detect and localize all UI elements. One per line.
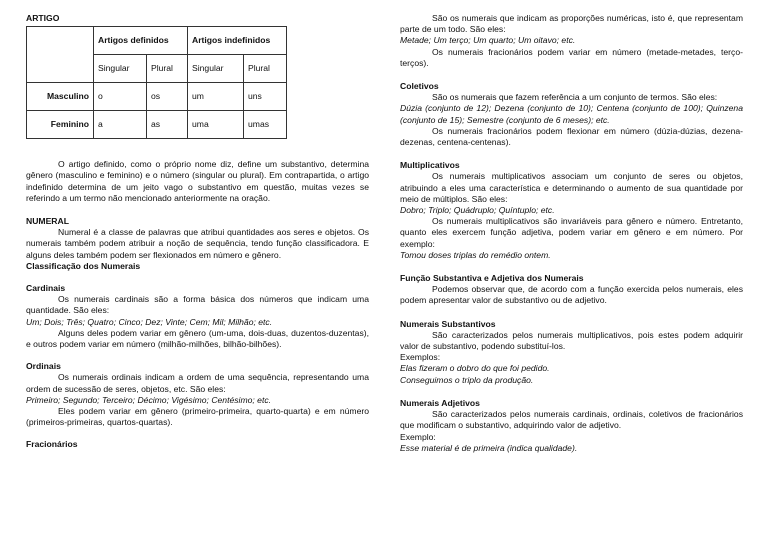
multiplicativos-paragraph-2: Os numerais multiplicativos são invariáveis para gênero e número. Entretanto, quanto eles exercem função adjetiva, podem variar em gênero e em número. Por exemplo:	[400, 216, 743, 249]
table-row	[27, 111, 287, 139]
substantivos-heading: Numerais Substantivos	[400, 318, 496, 329]
table-cell: uns	[244, 83, 287, 111]
artigo-heading: ARTIGO	[26, 13, 60, 23]
cardinais-heading: Cardinais	[26, 283, 66, 294]
adjetivos-paragraph: São caracterizados pelos numerais cardinais, ordinais, coletivos de fracionários que modificam o substantivo, adquirindo valor de adjetivo.	[400, 409, 743, 431]
fracionarios-paragraph-2: Os numerais fracionários podem variar em número (metade-metades, terço-terços).	[400, 46, 743, 68]
ordinais-examples: Primeiro; Segundo; Terceiro; Décimo; Vigésimo; Centésimo; etc.	[26, 394, 272, 405]
table-corner-cell	[27, 27, 94, 83]
substantivos-label: Exemplos:	[400, 352, 441, 363]
funcao-heading: Função Substantiva e Adjetiva dos Numerais	[400, 273, 584, 284]
right-column	[400, 13, 743, 454]
adjetivos-example-1: Esse material é de primeira (indica qualidade).	[400, 442, 578, 453]
table-cell: umas	[244, 111, 287, 139]
multiplicativos-paragraph: Os numerais multiplicativos associam um conjunto de seres ou objetos, atribuindo a eles uma característica e determinando o aumento de sua quantidade por meio de múltiplos. São eles:	[400, 171, 743, 204]
cardinais-paragraph: Os numerais cardinais são a forma básica dos números que indicam uma quantidade. São eles:	[26, 294, 369, 316]
table-row	[27, 27, 287, 55]
artigo-paragraph: O artigo definido, como o próprio nome diz, define um substantivo, determina gênero (masculino e feminino) e o número (singular ou plural). Em contrapartida, o artigo indefinido determina de um jeito vago o substantivo em questão, muitas vezes se referindo a um termo não mencionado anteriormente na oração.	[26, 159, 369, 203]
table-subheader-cell: Singular	[94, 55, 147, 83]
table-cell: as	[147, 111, 188, 139]
table-cell: um	[188, 83, 244, 111]
cardinais-examples: Um; Dois; Três; Quatro; Cinco; Dez; Vinte; Cem; Mil; Milhão; etc.	[26, 316, 273, 327]
substantivos-example-2: Conseguimos o triplo da produção.	[400, 374, 534, 385]
cardinais-paragraph-2: Alguns deles podem variar em gênero (um-uma, dois-duas, duzentos-duzentas), e outros podem variar em número (milhão-milhões, bilhão-bilhões).	[26, 327, 369, 350]
adjetivos-label: Exemplo:	[400, 431, 436, 442]
table-subheader-cell: Plural	[147, 55, 188, 83]
ordinais-paragraph: Os numerais ordinais indicam a ordem de uma sequência, representando uma ordem de sucessão de seres, objetos, etc. São eles:	[26, 372, 369, 394]
multiplicativos-example-sentence: Tomou doses triplas do remédio ontem.	[400, 249, 551, 260]
left-column	[26, 13, 369, 451]
table-row-label: Feminino	[27, 111, 94, 139]
ordinais-heading: Ordinais	[26, 361, 61, 372]
coletivos-examples: Dúzia (conjunto de 12); Dezena (conjunto de 10); Centena (conjunto de 100); Quinzena (conjunto de 15); Semestre (conjunto de 6 meses); etc.	[400, 103, 743, 125]
articles-table	[26, 26, 287, 139]
fracionarios-heading: Fracionários	[26, 439, 78, 450]
multiplicativos-heading: Multiplicativos	[400, 160, 460, 171]
table-cell: a	[94, 111, 147, 139]
table-cell: uma	[188, 111, 244, 139]
table-header-cell: Artigos indefinidos	[188, 27, 287, 55]
classificacao-heading: Classificação dos Numerais	[26, 260, 141, 271]
fracionarios-examples: Metade; Um terço; Um quarto; Um oitavo; etc.	[400, 35, 576, 46]
ordinais-paragraph-2: Eles podem variar em gênero (primeiro-primeira, quarto-quarta) e em número (primeiros-primeiras, quartos-quartas).	[26, 406, 369, 428]
table-row	[27, 83, 287, 111]
numeral-paragraph: Numeral é a classe de palavras que atribui quantidades aos seres e objetos. Os numerais também podem atribuir a noção de sequência, tendo função classificadora. E alguns deles também podem ser flexionados em número e gênero.	[26, 227, 369, 260]
table-header-cell: Artigos definidos	[94, 27, 188, 55]
table-cell: o	[94, 83, 147, 111]
substantivos-example-1: Elas fizeram o dobro do que foi pedido.	[400, 363, 550, 374]
table-subheader-cell: Singular	[188, 55, 244, 83]
coletivos-paragraph-2: Os numerais fracionários podem flexionar em número (dúzia-dúzias, dezena-dezenas, centena-centenas).	[400, 125, 743, 148]
fracionarios-paragraph: São os numerais que indicam as proporções numéricas, isto é, que representam parte de um todo. São eles:	[400, 13, 743, 35]
adjetivos-heading: Numerais Adjetivos	[400, 397, 480, 408]
multiplicativos-examples: Dobro; Triplo; Quádruplo; Quíntuplo; etc.	[400, 205, 555, 216]
coletivos-paragraph: São os numerais que fazem referência a um conjunto de termos. São eles:	[432, 92, 718, 103]
funcao-paragraph: Podemos observar que, de acordo com a função exercida pelos numerais, eles podem apresentar valor de substantivo ou de adjetivo.	[400, 284, 743, 306]
table-subheader-cell: Plural	[244, 55, 287, 83]
coletivos-heading: Coletivos	[400, 81, 439, 92]
substantivos-paragraph: São caracterizados pelos numerais multiplicativos, pois estes podem adquirir valor de substantivo, podendo substituí-los.	[400, 329, 743, 352]
numeral-heading: NUMERAL	[26, 216, 69, 227]
table-cell: os	[147, 83, 188, 111]
table-row-label: Masculino	[27, 83, 94, 111]
